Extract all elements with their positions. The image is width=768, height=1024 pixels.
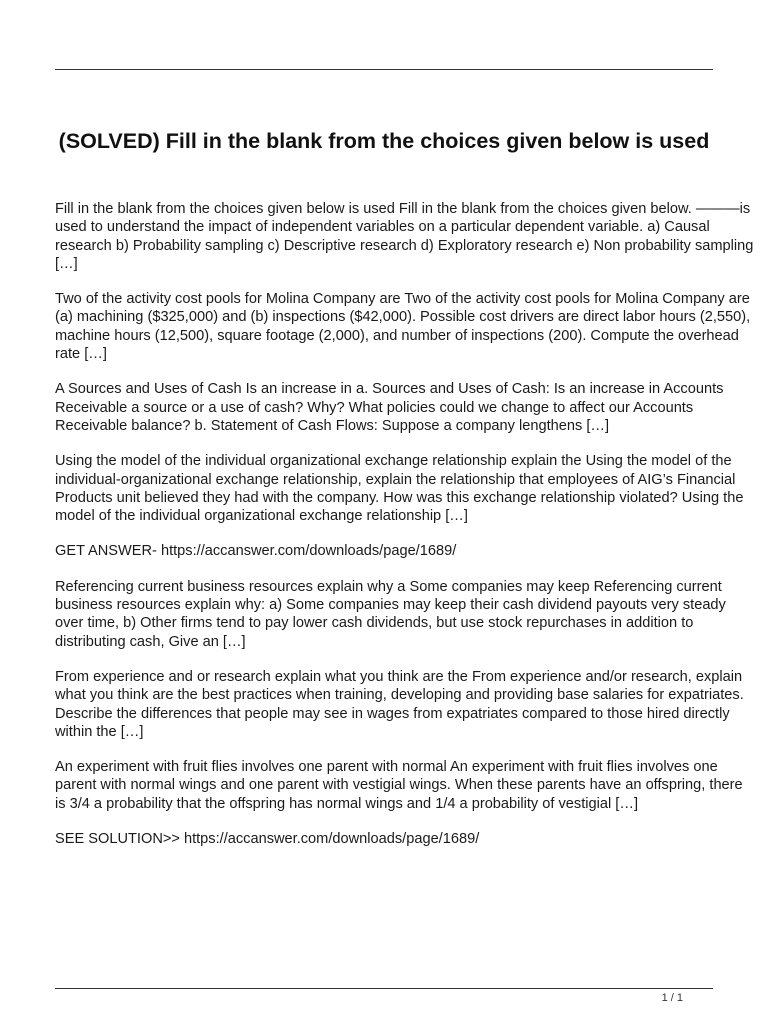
see-solution-link[interactable]: SEE SOLUTION>> https://accanswer.com/downloads/page/1689/ [55, 831, 480, 848]
paragraph-molina-cost-pools: Two of the activity cost pools for Molina Company are Two of the activity cost pools for Molina Company are (a) machining ($325,000) and (b) inspections ($42,000). Possible cost drivers are direct labor hours (2,550), machine hours (12,500), square footage (2,000), and number of inspections (200). Compute the overhead rate […] [55, 291, 751, 363]
paragraph-fill-in-the-blank: Fill in the blank from the choices given below is used Fill in the blank from the choices given below. ———is used to understand the impact of independent variables on a particular dependent variable. a) Causal research b) Probability sampling c) Descriptive research d) Exploratory research e) Non probability sampling […] [55, 201, 754, 272]
paragraph-expatriates: From experience and or research explain what you think are the From experience and/or research, explain what you think are the best practices when training, developing and providing base salaries for expatriates. Describe the differences that people may see in wages from expatriates compared to those hired directly within the […] [55, 668, 744, 740]
page-number: 1 / 1 [661, 992, 683, 1004]
paragraph-exchange-relationship: Using the model of the individual organizational exchange relationship explain the Using the model of the individual-organizational exchange relationship, explain the relationship that employees of AIG’s Financial Products unit believed they had with the company. How was this exchange relationship violated? Using the model of the individual organizational exchange relationship […] [55, 453, 744, 525]
page-title: (SOLVED) Fill in the blank from the choices given below is used [58, 129, 710, 153]
paragraph-sources-uses-cash: A Sources and Uses of Cash Is an increase in a. Sources and Uses of Cash: Is an increase in Accounts Receivable a source or a use of cash? Why? What policies could we change to affect our Accounts Receivable balance? b. Statement of Cash Flows: Suppose a company lengthens […] [55, 381, 724, 434]
header-rule [55, 69, 713, 70]
footer-rule [55, 988, 713, 989]
document-body [55, 200, 755, 865]
paragraph-fruit-flies: An experiment with fruit flies involves one parent with normal An experiment with fruit flies involves one parent with normal wings and one parent with vestigial wings. When these parents have an offspring, there is 3/4 a probability that the offspring has normal wings and 1/4 a probability of vestigial […] [55, 759, 743, 812]
get-answer-link[interactable]: GET ANSWER- https://accanswer.com/downloads/page/1689/ [55, 543, 457, 560]
paragraph-cash-dividends: Referencing current business resources explain why a Some companies may keep Referencing current business resources explain why: a) Some companies may keep their cash dividend payouts very steady over time, b) Other firms tend to pay lower cash dividends, but use stock repurchases in addition to distributing cash, Give an […] [55, 578, 726, 650]
